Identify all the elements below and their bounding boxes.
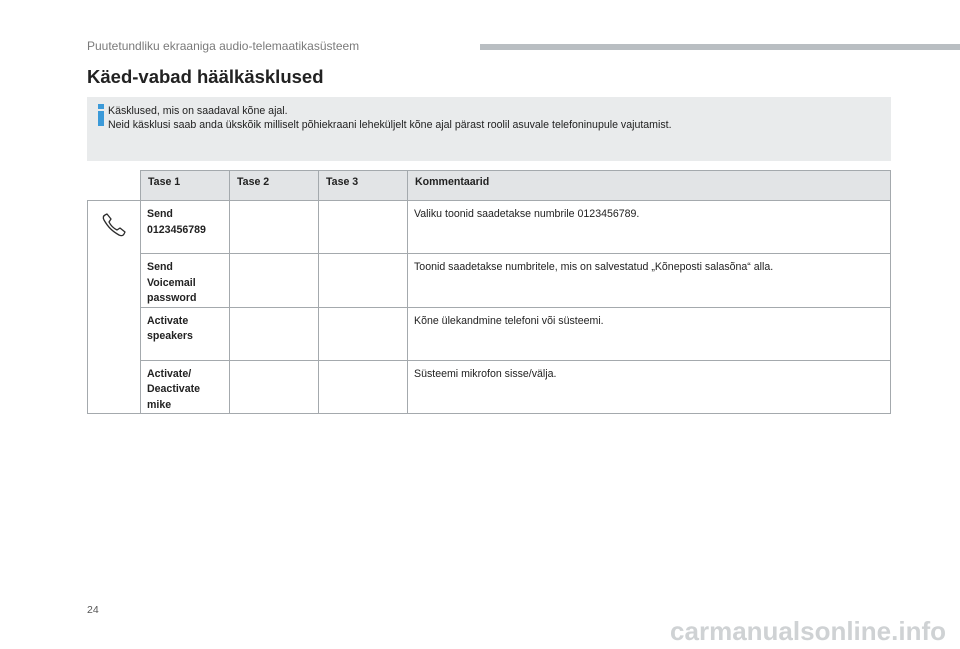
header-rule (480, 44, 960, 50)
row-comment: Süsteemi mikrofon sisse/välja. (408, 360, 891, 414)
row-level2 (230, 201, 319, 254)
info-line-1: Käsklused, mis on saadaval kõne ajal. (108, 105, 288, 117)
row-level2 (230, 254, 319, 308)
row-level1: Send 0123456789 (141, 201, 230, 254)
row-level3 (319, 254, 408, 308)
phone-icon (100, 211, 128, 239)
row-level3 (319, 360, 408, 414)
table-row (88, 201, 891, 254)
info-text (108, 104, 878, 132)
page-title: Käed-vabad häälkäsklused (87, 66, 324, 87)
table-header-level3: Tase 3 (319, 171, 408, 201)
table-header-comment: Kommentaarid (408, 171, 891, 201)
table-row (88, 307, 891, 360)
row-comment: Toonid saadetakse numbritele, mis on salvestatud „Kõneposti salasõna“ alla. (408, 254, 891, 308)
row-level2 (230, 307, 319, 360)
phone-icon-cell (88, 201, 141, 414)
row-comment: Kõne ülekandmine telefoni või süsteemi. (408, 307, 891, 360)
page-number: 24 (87, 604, 99, 616)
row-comment: Valiku toonid saadetakse numbrile 0123456789. (408, 201, 891, 254)
info-icon (95, 104, 107, 126)
running-header: Puutetundliku ekraaniga audio-telemaatikasüsteem (87, 39, 360, 53)
row-level1: Activate/ Deactivate mike (141, 360, 230, 414)
info-line-2: Neid käsklusi saab anda ükskõik milliselt põhiekraani leheküljelt kõne ajal pärast roolil asuvale telefoninupule vajutamist. (108, 119, 672, 131)
row-level1: Send Voicemail password (141, 254, 230, 308)
table-header-level1: Tase 1 (141, 171, 230, 201)
row-level2 (230, 360, 319, 414)
info-box (87, 97, 891, 161)
table-row (88, 360, 891, 414)
row-level3 (319, 201, 408, 254)
table-header-row (88, 171, 891, 201)
row-level1: Activate speakers (141, 307, 230, 360)
table-header-level2: Tase 2 (230, 171, 319, 201)
table-row (88, 254, 891, 308)
watermark: carmanualsonline.info (670, 616, 946, 646)
table-header-blank (88, 171, 141, 201)
row-level3 (319, 307, 408, 360)
commands-table (87, 170, 891, 414)
